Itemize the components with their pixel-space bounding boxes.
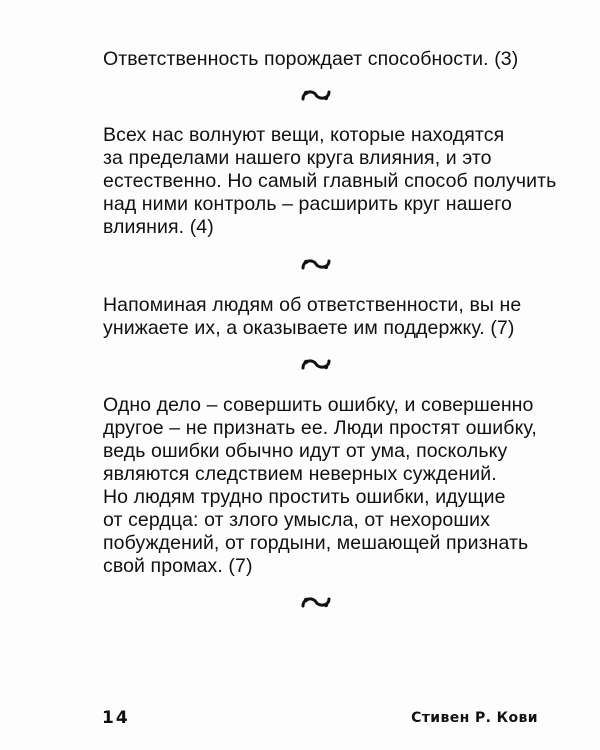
quote-paragraph-1	[103, 48, 523, 71]
text-line: за пределами нашего круга влияния, и это	[103, 147, 492, 169]
ornament-divider-icon	[300, 594, 332, 610]
text-line: Ответственность порождает способности. (3)	[103, 48, 519, 70]
text-line: от сердца: от злого умысла, от нехороших	[103, 509, 490, 531]
quote-paragraph-2	[103, 124, 557, 239]
text-line: Но людям трудно простить ошибки, идущие	[103, 486, 506, 508]
text-line: над ними контроль – расширить круг нашего	[103, 193, 512, 215]
text-line: Напоминая людям об ответственности, вы не	[103, 294, 522, 316]
running-footer-author: Стивен Р. Кови	[411, 710, 538, 726]
ornament-divider-icon	[300, 256, 332, 272]
quote-paragraph-4	[103, 394, 537, 578]
text-line: Одно дело – совершить ошибку, и совершенно	[103, 394, 534, 416]
text-line: влияния. (4)	[103, 216, 214, 238]
text-line: унижаете их, а оказываете им поддержку. (7)	[103, 317, 515, 339]
text-line: ведь ошибки обычно идут от ума, поскольку	[103, 440, 508, 462]
text-line: побуждений, от гордыни, мешающей признать	[103, 532, 529, 554]
ornament-divider-icon	[300, 356, 332, 372]
text-line: естественно. Но самый главный способ получить	[103, 170, 557, 192]
quote-paragraph-3	[103, 294, 523, 340]
page-number: 14	[102, 708, 130, 728]
ornament-divider-icon	[300, 87, 332, 103]
text-line: другое – не признать ее. Люди простят ошибку,	[103, 417, 537, 439]
text-line: свой промах. (7)	[103, 555, 253, 577]
text-line: являются следствием неверных суждений.	[103, 463, 497, 485]
text-line: Всех нас волнуют вещи, которые находятся	[103, 124, 505, 146]
